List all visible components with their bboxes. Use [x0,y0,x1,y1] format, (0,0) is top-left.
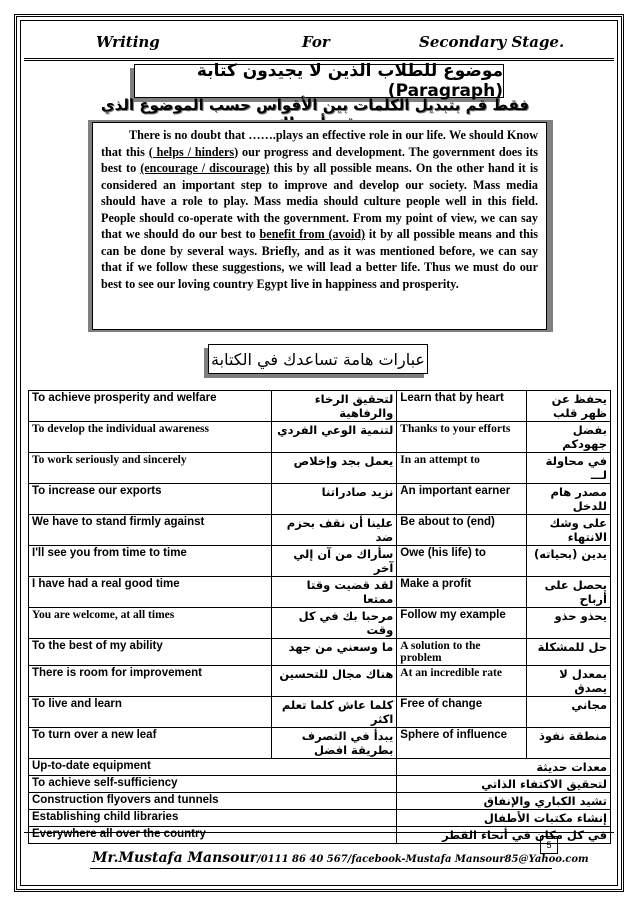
phrase-en: There is room for improvement [29,666,272,697]
phrase-ar: سأراك من آن إلي آخر [271,546,397,577]
phrase-en-2: Sphere of influence [397,728,527,759]
phrase-ar: هناك مجال للتحسين [271,666,397,697]
page-number: 5 [540,836,558,854]
table-row-wide [29,810,611,827]
phrase-ar: نزيد صادراتنا [271,484,397,515]
phrase-en-2: Be about to (end) [397,515,527,546]
phrase-en: Up-to-date equipment [29,759,397,776]
phrase-en: I have had a real good time [29,577,272,608]
phrase-ar-2: منطقة نفوذ [527,728,611,759]
phrase-en-2: Free of change [397,697,527,728]
table-row-wide [29,827,611,844]
table-row [29,484,611,515]
phrase-ar: إنشاء مكتبات الأطفال [397,810,611,827]
table-row [29,577,611,608]
page-header [24,30,614,56]
phrase-ar-2: على وشك الانتهاء [527,515,611,546]
table-row [29,546,611,577]
table-row [29,422,611,453]
phrase-ar: مرحبا بك في كل وقت [271,608,397,639]
paragraph-box [92,122,547,330]
phrase-ar-2: بمعدل لا يصدق [527,666,611,697]
phrases-table [28,390,611,844]
phrase-en: To live and learn [29,697,272,728]
phrase-ar-2: يدين (بحياته) [527,546,611,577]
phrase-ar: معدات حديثة [397,759,611,776]
phrase-ar: علينا أن نقف بحزم ضد [271,515,397,546]
phrase-ar-2: مصدر هام للدخل [527,484,611,515]
table-row [29,666,611,697]
phrase-en: Establishing child libraries [29,810,397,827]
phrase-ar-2: في محاولة لـــ [527,453,611,484]
table-row-wide [29,793,611,810]
phrase-en-2: At an incredible rate [397,666,527,697]
phrase-en-2: Make a profit [397,577,527,608]
phrase-ar: لقد قضيت وقتا ممتعا [271,577,397,608]
phrase-en: To turn over a new leaf [29,728,272,759]
footer [92,850,589,866]
footer-rule [90,868,552,869]
phrase-ar: يعمل بجد وإخلاص [271,453,397,484]
phrase-en-2: A solution to the problem [397,639,527,666]
table-row-wide [29,776,611,793]
phrase-en: Everywhere all over the country [29,827,397,844]
table-row [29,697,611,728]
phrase-en: To work seriously and sincerely [29,453,272,484]
phrase-en: To achieve prosperity and welfare [29,391,272,422]
phrase-en-2: Follow my example [397,608,527,639]
phrase-en-2: In an attempt to [397,453,527,484]
table-row [29,453,611,484]
phrase-ar: تشيد الكباري والإنفاق [397,793,611,810]
header-for: For [302,33,330,51]
table-row [29,515,611,546]
phrase-en: To the best of my ability [29,639,272,666]
header-writing: Writing [96,33,160,51]
phrase-ar-2: حل للمشكلة [527,639,611,666]
instruction-text: فقط قم بتبديل الكلمات بين الأقواس حسب الموضوع الذي [100,96,530,114]
phrase-ar-2: بفضل جهودكم [527,422,611,453]
phrase-ar: ما وسعني من جهد [271,639,397,666]
phrase-en: We have to stand firmly against [29,515,272,546]
table-row [29,728,611,759]
phrase-ar-2: يحفظ عن ظهر قلب [527,391,611,422]
phrase-ar: في كل مكان في أنحاء القطر [397,827,611,844]
page-title: موضوع للطلاب الذين لا يجيدون كتابة (Paragraph) [134,64,504,98]
section-subtitle: عبارات هامة تساعدك في الكتابة [208,344,428,374]
phrase-en: Construction flyovers and tunnels [29,793,397,810]
phrase-ar: لتنمية الوعي الفردي [271,422,397,453]
table-row-wide [29,759,611,776]
phrase-ar: يبدأ في التصرف بطريقة افضل [271,728,397,759]
phrase-en-2: An important earner [397,484,527,515]
phrase-en: You are welcome, at all times [29,608,272,639]
table-row [29,608,611,639]
paragraph-text: There is no doubt that …….plays an effective role in our life. We should Know that this ( helps / hinders) our progress and development. The government does its best to (encourage / discourage) this by all possible means. On the other hand it is considered an important step to improve and develop our society. Mass media should have a role to play. Mass media should culture people well in this field. People should co-operate with the government. From my point of view, we can say that we should do our best to benefit from (avoid) it by all possible means and this can be done by several ways. Briefly, and as it was mentioned before, we can say that if we follow these suggestions, we will lead a better life. Thus we must do our best to see our loving country Egypt live in happiness and prosperity. [101,128,539,291]
table-row [29,391,611,422]
phrase-ar-2: يحذو حذو [527,608,611,639]
phrase-en: To increase our exports [29,484,272,515]
phrase-en: I'll see you from time to time [29,546,272,577]
phrase-en: To develop the individual awareness [29,422,272,453]
phrase-ar-2: يحصل على أرباح [527,577,611,608]
phrase-ar: لتحقيق الاكتفاء الذاتي [397,776,611,793]
footer-contact: /0111 86 40 567/facebook-Mustafa Mansour85@Yahoo.com [257,854,589,865]
footer-name: Mr.Mustafa Mansour [92,850,258,866]
header-stage: Secondary Stage. [419,33,565,51]
phrase-en-2: Thanks to your efforts [397,422,527,453]
bottom-rule [24,832,614,833]
phrase-ar: لتحقيق الرخاء والرفاهية [271,391,397,422]
phrase-en-2: Learn that by heart [397,391,527,422]
phrase-en-2: Owe (his life) to [397,546,527,577]
phrase-ar-2: مجاني [527,697,611,728]
table-row [29,639,611,666]
phrase-ar: كلما عاش كلما تعلم اكثر [271,697,397,728]
phrase-en: To achieve self-sufficiency [29,776,397,793]
